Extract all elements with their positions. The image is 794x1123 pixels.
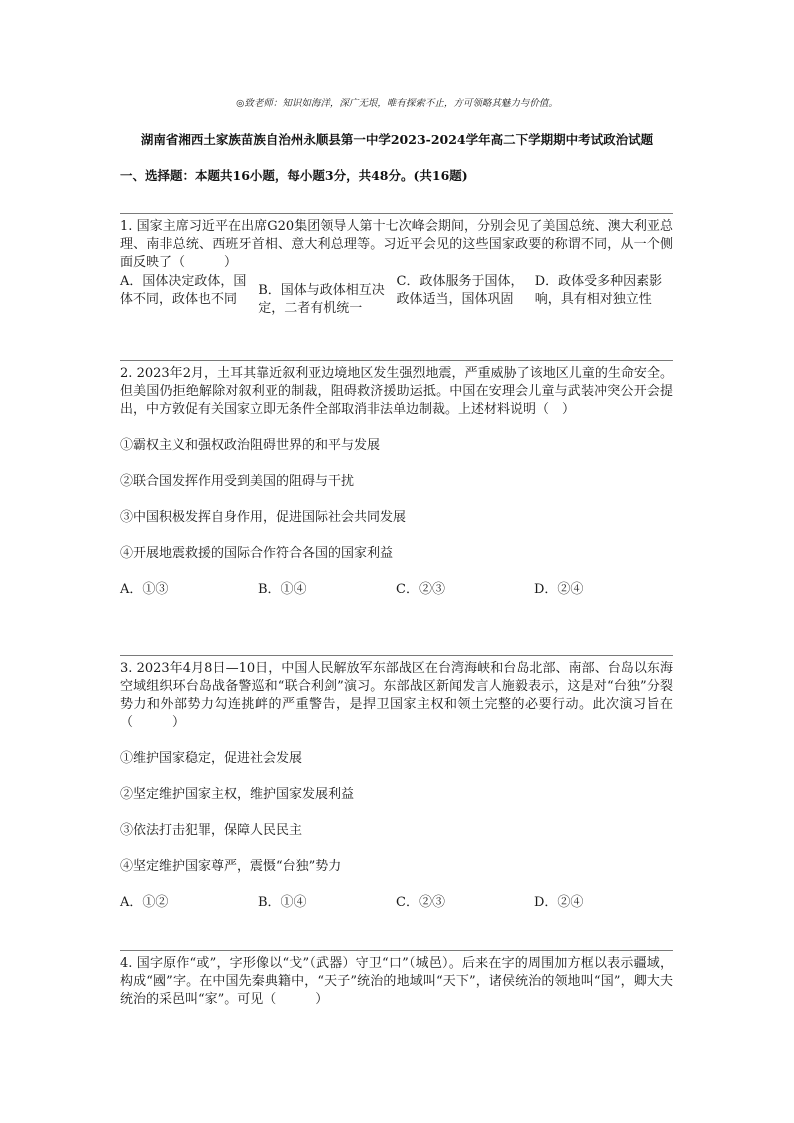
option-b[interactable]: B．①④ <box>258 582 307 597</box>
option-b[interactable]: B．①④ <box>258 895 307 910</box>
option-c[interactable]: C．②③ <box>396 582 445 597</box>
question-divider <box>120 950 673 951</box>
question-divider <box>120 360 673 361</box>
question-stem: 2. 2023年2月，土耳其靠近叙利亚边境地区发生强烈地震，严重威胁了该地区儿童的生命安全。但美国仍拒绝解除对叙利亚的制裁，阻碍救济援助运抵。中国在安理会儿童与武装冲突公开会提出，中方敦促有关国家立即无条件全部取消非法单边制裁。上述材料说明（ ） <box>120 366 673 417</box>
section-heading: 一、选择题：本题共16小题，每小题3分，共48分。(共16题) <box>120 168 468 183</box>
statement-item-4: ④开展地震救援的国际合作符合各国的国家利益 <box>120 546 394 561</box>
statement-item-3: ③中国积极发挥自身作用，促进国际社会共同发展 <box>120 510 407 525</box>
question-stem: 3. 2023年4月8日—10日，中国人民解放军东部战区在台湾海峡和台岛北部、南部、台岛以东海空域组织环台岛战备警巡和“联合利剑”演习。东部战区新闻发言人施毅表示，这是对“台独”分裂势力和外部势力勾连挑衅的严重警告，是捍卫国家主权和领土完整的必要行动。此次演习旨在（ ） <box>120 661 673 730</box>
statement-item-1: ①维护国家稳定，促进社会发展 <box>120 751 303 766</box>
header-motto: ◎致老师：知识如海洋，深广无垠，唯有探索不止，方可领略其魅力与价值。 <box>236 98 558 109</box>
answer-options <box>120 273 673 318</box>
option-d[interactable]: D．②④ <box>534 582 584 597</box>
question-1 <box>120 213 673 318</box>
statement-item-3: ③依法打击犯罪，保障人民民主 <box>120 823 303 838</box>
statement-item-2: ②坚定维护国家主权，维护国家发展利益 <box>120 787 355 802</box>
question-stem: 1. 国家主席习近平在出席G20集团领导人第十七次峰会期间，分别会见了美国总统、澳大利亚总理、南非总统、西班牙首相、意大利总理等。习近平会见的这些国家政要的称谓不同，从一个侧面反映了（ ） <box>120 219 673 270</box>
option-c[interactable]: C．政体服务于国体，政体适当，国体巩固 <box>396 274 524 307</box>
question-4 <box>120 950 673 1009</box>
question-divider <box>120 213 673 214</box>
question-2 <box>120 360 673 599</box>
option-a[interactable]: A．国体决定政体，国体不同，政体也不同 <box>120 274 247 307</box>
statement-item-4: ④坚定维护国家尊严，震慑“台独”势力 <box>120 859 342 874</box>
option-c[interactable]: C．②③ <box>396 895 445 910</box>
option-a[interactable]: A．①③ <box>120 582 169 597</box>
question-divider <box>120 655 673 656</box>
answer-options <box>120 581 673 599</box>
statement-item-1: ①霸权主义和强权政治阻碍世界的和平与发展 <box>120 438 381 453</box>
option-d[interactable]: D．②④ <box>534 895 584 910</box>
question-3 <box>120 655 673 912</box>
answer-options <box>120 894 673 912</box>
exam-title: 湖南省湘西土家族苗族自治州永顺县第一中学2023-2024学年高二下学期期中考试政治试题 <box>140 132 654 147</box>
option-b[interactable]: B．国体与政体相互决定，二者有机统一 <box>258 283 385 316</box>
question-stem: 4. 国字原作“或”，字形像以“戈”（武器）守卫“口”（城邑）。后来在字的周围加方框以表示疆域，构成“國”字。在中国先秦典籍中，“天子”统治的地域叫“天下”，诸侯统治的领地叫“国”，卿大夫统治的采邑叫“家”。可见（ ） <box>120 956 673 1007</box>
option-d[interactable]: D．政体受多种因素影响，具有相对独立性 <box>534 274 663 307</box>
option-a[interactable]: A．①② <box>120 895 169 910</box>
statement-item-2: ②联合国发挥作用受到美国的阻碍与干扰 <box>120 474 355 489</box>
